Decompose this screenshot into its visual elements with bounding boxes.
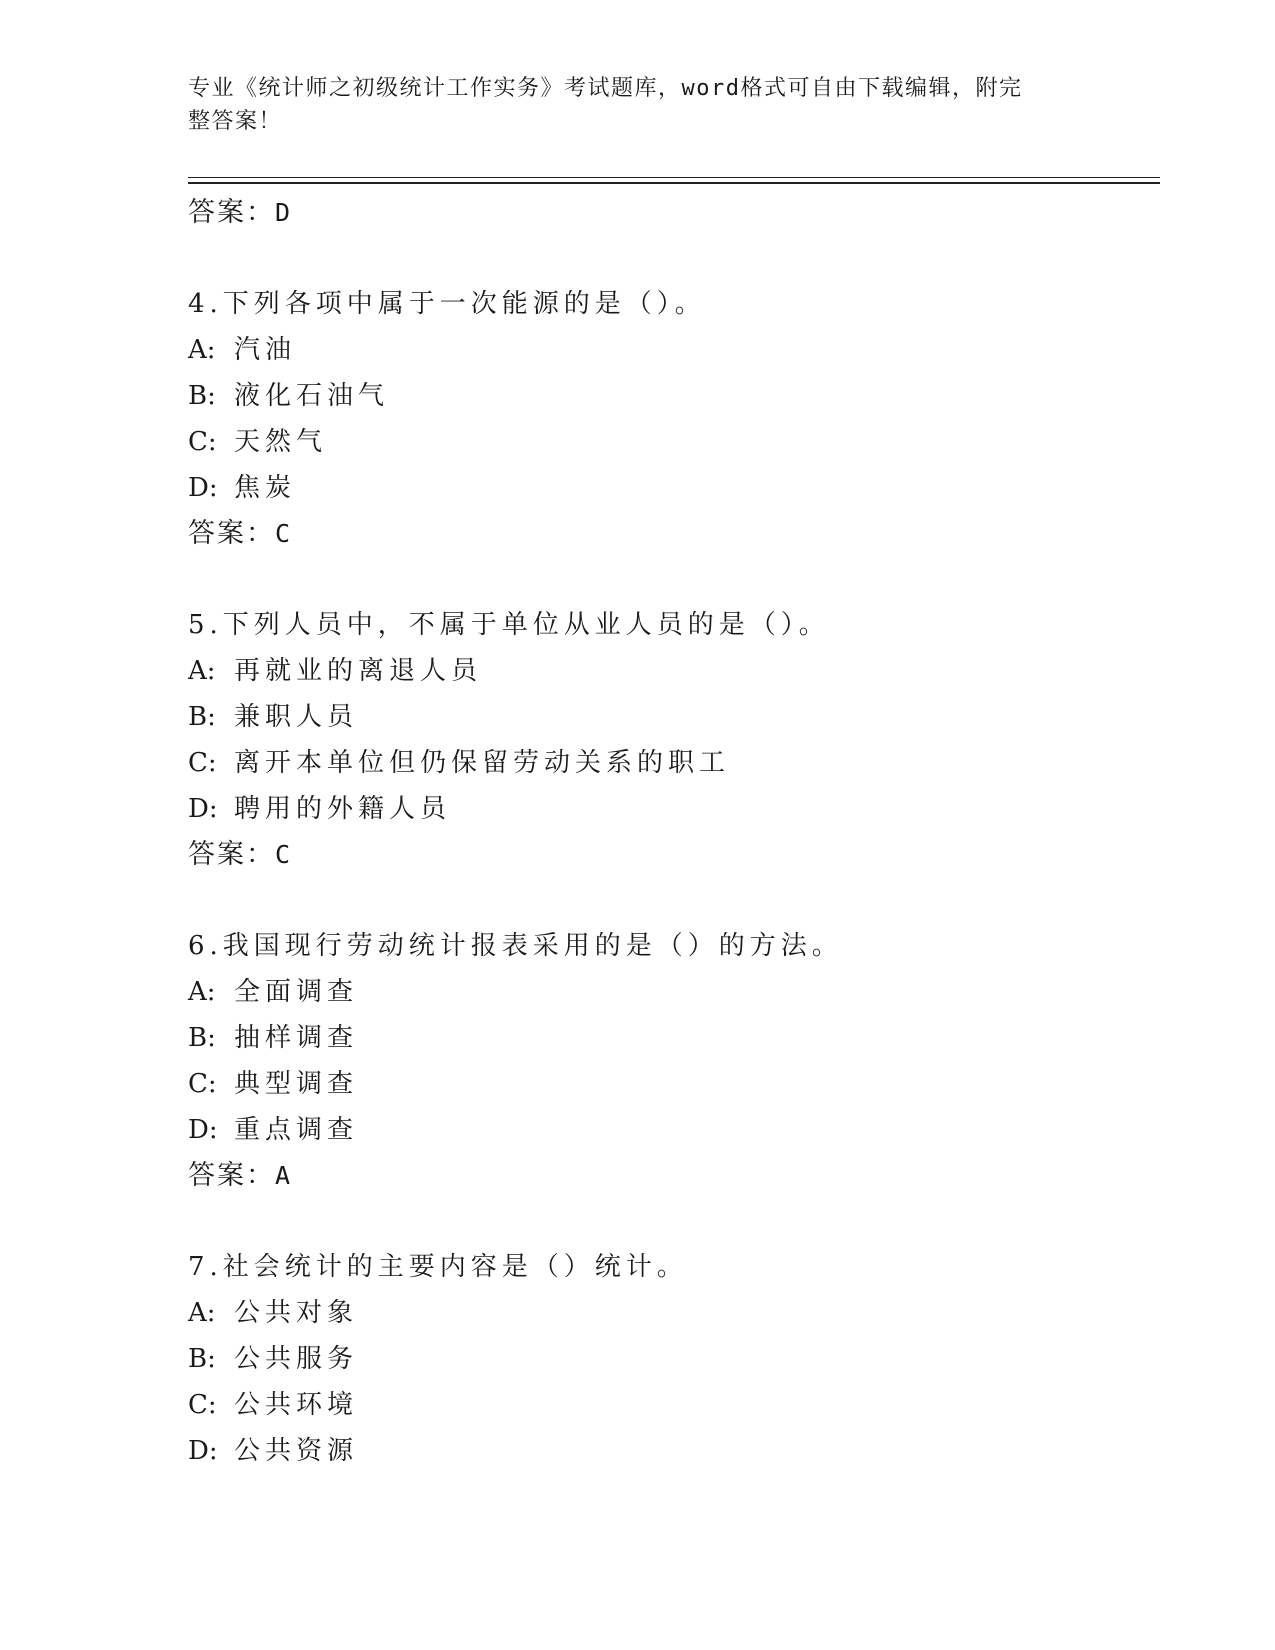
option-d: [188, 1107, 1160, 1153]
option-letter: A:: [188, 656, 216, 686]
option-d: [188, 465, 1160, 511]
option-letter: C:: [188, 1069, 217, 1099]
header-line-1: 专业《统计师之初级统计工作实务》考试题库，word格式可自由下载编辑，附完: [188, 76, 1023, 101]
answer-line: [188, 832, 1160, 878]
option-b: [188, 373, 1160, 419]
answer-value: A: [275, 1161, 293, 1190]
question-text: 4.下列各项中属于一次能源的是（）。: [188, 289, 706, 319]
spacer: [188, 878, 1160, 923]
option-letter: A:: [188, 977, 216, 1007]
answer-value: C: [275, 519, 293, 548]
answer-line: [188, 190, 1160, 236]
option-letter: B:: [188, 1344, 216, 1374]
header-divider-thick: [188, 182, 1160, 184]
option-a: [188, 969, 1160, 1015]
option-letter: C:: [188, 748, 217, 778]
question-block: [188, 602, 1160, 878]
question-text: 5.下列人员中，不属于单位从业人员的是（）。: [188, 610, 830, 640]
option-letter: D:: [188, 794, 218, 824]
option-a: [188, 648, 1160, 694]
document-header: [188, 72, 1088, 138]
option-a: [188, 327, 1160, 373]
option-text: 聘用的外籍人员: [234, 794, 452, 824]
spacer: [188, 557, 1160, 602]
option-d: [188, 786, 1160, 832]
answer-label: 答案：: [188, 1160, 275, 1191]
option-letter: A:: [188, 1298, 216, 1328]
option-text: 抽样调查: [234, 1023, 359, 1053]
option-letter: C:: [188, 427, 217, 457]
question-text: 7.社会统计的主要内容是（）统计。: [188, 1252, 688, 1282]
option-letter: A:: [188, 335, 216, 365]
option-text: 重点调查: [234, 1115, 359, 1145]
question-block: [188, 923, 1160, 1199]
option-text: 全面调查: [234, 977, 359, 1007]
answer-label: 答案：: [188, 197, 275, 228]
spacer: [188, 1199, 1160, 1244]
option-text: 典型调查: [234, 1069, 359, 1099]
answer-value: C: [275, 840, 293, 869]
answer-label: 答案：: [188, 839, 275, 870]
answer-line: [188, 511, 1160, 557]
option-b: [188, 1015, 1160, 1061]
option-text: 再就业的离退人员: [234, 656, 483, 686]
option-c: [188, 740, 1160, 786]
header-divider-thin: [188, 177, 1160, 178]
answer-label: 答案：: [188, 518, 275, 549]
option-text: 兼职人员: [234, 702, 359, 732]
answer-value: D: [275, 198, 293, 227]
option-a: [188, 1290, 1160, 1336]
option-b: [188, 694, 1160, 740]
question-text: 6.我国现行劳动统计报表采用的是（）的方法。: [188, 931, 843, 961]
option-c: [188, 1382, 1160, 1428]
option-letter: D:: [188, 1115, 218, 1145]
option-letter: C:: [188, 1390, 217, 1420]
option-c: [188, 1061, 1160, 1107]
option-text: 公共对象: [234, 1298, 359, 1328]
option-letter: B:: [188, 381, 216, 411]
option-text: 公共环境: [234, 1390, 359, 1420]
question-block: [188, 1244, 1160, 1474]
option-letter: B:: [188, 1023, 216, 1053]
option-b: [188, 1336, 1160, 1382]
header-line-2: 整答案！: [188, 109, 283, 134]
spacer: [188, 236, 1160, 281]
option-text: 公共资源: [234, 1436, 359, 1466]
option-c: [188, 419, 1160, 465]
document-body: [188, 190, 1160, 1474]
option-letter: D:: [188, 473, 218, 503]
option-text: 液化石油气: [234, 381, 390, 411]
option-letter: B:: [188, 702, 216, 732]
option-text: 离开本单位但仍保留劳动关系的职工: [234, 748, 731, 778]
question-block: [188, 281, 1160, 557]
answer-line: [188, 1153, 1160, 1199]
option-text: 天然气: [234, 427, 328, 457]
option-text: 公共服务: [234, 1344, 359, 1374]
option-text: 焦炭: [234, 473, 297, 503]
option-text: 汽油: [234, 335, 297, 365]
option-letter: D:: [188, 1436, 218, 1466]
option-d: [188, 1428, 1160, 1474]
